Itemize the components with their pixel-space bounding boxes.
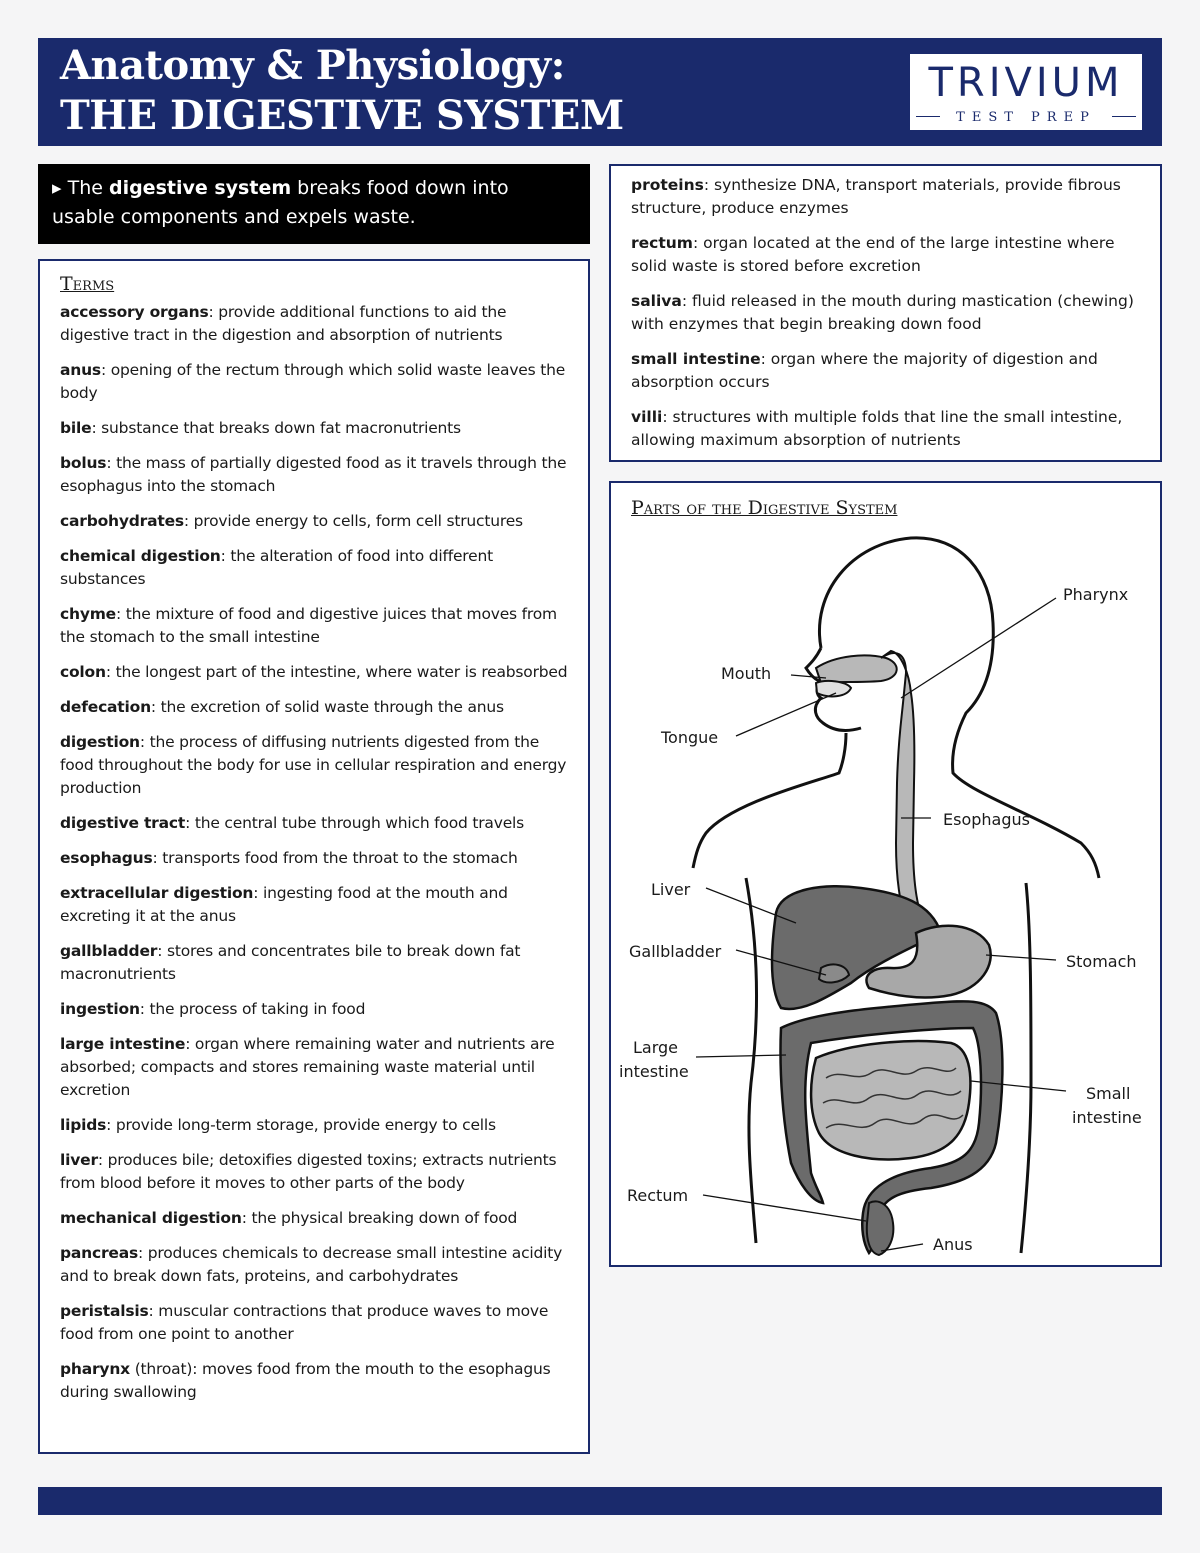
- neck-left: [693, 733, 846, 868]
- term-definition: : ingesting food at the mouth and excreting it at the anus: [60, 884, 508, 925]
- term-name: carbohydrates: [60, 512, 184, 530]
- term-definition: : the excretion of solid waste through the anus: [150, 698, 504, 716]
- term-name: ingestion: [60, 1000, 140, 1018]
- label-large-line1: Large: [633, 1038, 679, 1057]
- label-gallbladder: Gallbladder: [629, 942, 722, 961]
- term-name: small intestine: [631, 350, 761, 368]
- torso-left: [746, 878, 756, 1243]
- term-definition: : organ where remaining water and nutrients are absorbed; compacts and stores remaining waste material until excretion: [60, 1035, 555, 1099]
- arrow-icon: ▸: [52, 177, 62, 199]
- terms-list: [60, 301, 570, 1404]
- rectum-leader: [703, 1195, 866, 1221]
- term-entry: [60, 847, 570, 870]
- term-name: extracellular digestion: [60, 884, 254, 902]
- term-name: colon: [60, 663, 106, 681]
- term-entry: [631, 174, 1146, 220]
- label-esophagus: Esophagus: [943, 810, 1030, 829]
- term-definition: : provide energy to cells, form cell structures: [183, 512, 523, 530]
- page-title-line1: Anatomy & Physiology:: [60, 42, 565, 89]
- tongue-leader: [736, 693, 836, 736]
- term-definition: : opening of the rectum through which solid waste leaves the body: [60, 361, 566, 402]
- term-name: bile: [60, 419, 92, 437]
- term-entry: [60, 882, 570, 928]
- header-banner: [38, 38, 1162, 146]
- term-definition: : the physical breaking down of food: [241, 1209, 518, 1227]
- intro-text-bold: digestive system: [108, 177, 292, 199]
- digestive-system-diagram: [611, 483, 1164, 1269]
- term-name: digestive tract: [60, 814, 186, 832]
- term-name: large intestine: [60, 1035, 186, 1053]
- intro-callout: [38, 164, 590, 244]
- label-tongue: Tongue: [661, 728, 719, 747]
- label-anus: Anus: [933, 1235, 973, 1254]
- terms-continued-list: [631, 174, 1146, 452]
- term-name: saliva: [631, 292, 682, 310]
- term-definition: (throat): moves food from the mouth to the esophagus during swallowing: [60, 1360, 551, 1401]
- term-name: chemical digestion: [60, 547, 221, 565]
- term-entry: [60, 359, 570, 405]
- term-name: proteins: [631, 176, 704, 194]
- term-entry: [60, 1114, 570, 1137]
- term-entry: [631, 290, 1146, 336]
- term-entry: [631, 348, 1146, 394]
- term-entry: [631, 406, 1146, 452]
- term-entry: [60, 731, 570, 800]
- term-name: pharynx: [60, 1360, 130, 1378]
- term-name: anus: [60, 361, 101, 379]
- term-definition: : organ where the majority of digestion and absorption occurs: [631, 350, 1098, 391]
- term-definition: : produces bile; detoxifies digested toxins; extracts nutrients from blood before it moves to other parts of the body: [60, 1151, 557, 1192]
- term-definition: : produces chemicals to decrease small intestine acidity and to break down fats, proteins, and carbohydrates: [60, 1244, 563, 1285]
- intro-text-pre: The: [61, 177, 109, 199]
- term-definition: : fluid released in the mouth during mastication (chewing) with enzymes that begin breaking down food: [631, 292, 1134, 333]
- term-definition: : transports food from the throat to the stomach: [152, 849, 518, 867]
- large-intestine-leader: [696, 1055, 786, 1057]
- term-entry: [60, 603, 570, 649]
- parts-panel: [609, 481, 1162, 1267]
- label-rectum: Rectum: [627, 1186, 689, 1205]
- term-entry: [60, 510, 570, 533]
- logo-wordmark: TRIVIUM: [928, 60, 1124, 106]
- term-entry: [60, 661, 570, 684]
- term-definition: : substance that breaks down fat macronutrients: [91, 419, 461, 437]
- term-name: esophagus: [60, 849, 153, 867]
- term-entry: [60, 1149, 570, 1195]
- footer-bar: [38, 1487, 1162, 1515]
- term-entry: [60, 1207, 570, 1230]
- terms-panel: [38, 259, 590, 1454]
- term-entry: [60, 1358, 570, 1404]
- term-name: bolus: [60, 454, 107, 472]
- term-name: peristalsis: [60, 1302, 149, 1320]
- term-entry: [60, 998, 570, 1021]
- term-definition: : stores and concentrates bile to break down fat macronutrients: [60, 942, 521, 983]
- term-entry: [60, 1300, 570, 1346]
- logo-tagline: TEST PREP: [956, 110, 1096, 125]
- term-definition: : the mass of partially digested food as it travels through the esophagus into the stomach: [60, 454, 567, 495]
- label-small-line1: Small: [1086, 1084, 1131, 1103]
- term-definition: : the mixture of food and digestive juices that moves from the stomach to the small intestine: [60, 605, 557, 646]
- label-liver: Liver: [651, 880, 691, 899]
- term-entry: [60, 696, 570, 719]
- term-definition: : the process of diffusing nutrients digested from the food throughout the body for use in cellular respiration and energy production: [60, 733, 567, 797]
- term-definition: : provide additional functions to aid the digestive tract in the digestion and absorption of nutrients: [60, 303, 507, 344]
- parts-title: Parts of the Digestive System: [631, 497, 898, 519]
- term-entry: [60, 545, 570, 591]
- term-name: accessory organs: [60, 303, 209, 321]
- term-definition: : synthesize DNA, transport materials, provide fibrous structure, produce enzymes: [631, 176, 1121, 217]
- stomach-leader: [986, 955, 1056, 960]
- term-definition: : the central tube through which food travels: [185, 814, 525, 832]
- trivium-logo: [910, 54, 1142, 130]
- nasal-cavity: [816, 655, 897, 683]
- term-name: defecation: [60, 698, 151, 716]
- label-pharynx: Pharynx: [1063, 585, 1129, 604]
- term-entry: [60, 301, 570, 347]
- term-entry: [60, 1242, 570, 1288]
- pharynx-leader: [901, 598, 1056, 698]
- term-name: chyme: [60, 605, 116, 623]
- term-name: mechanical digestion: [60, 1209, 242, 1227]
- terms-title: Terms: [60, 273, 115, 295]
- term-name: lipids: [60, 1116, 107, 1134]
- page-title-line2: THE DIGESTIVE SYSTEM: [60, 92, 624, 139]
- term-definition: : provide long-term storage, provide energy to cells: [106, 1116, 496, 1134]
- terms-continued-panel: [609, 164, 1162, 462]
- term-entry: [60, 1033, 570, 1102]
- term-definition: : the longest part of the intestine, where water is reabsorbed: [105, 663, 568, 681]
- term-definition: : the process of taking in food: [139, 1000, 366, 1018]
- term-entry: [60, 940, 570, 986]
- term-name: pancreas: [60, 1244, 139, 1262]
- intro-text-post: breaks food down into usable components and expels waste.: [52, 177, 509, 228]
- rectum-shape: [867, 1201, 894, 1255]
- term-entry: [60, 452, 570, 498]
- term-name: liver: [60, 1151, 98, 1169]
- torso-right: [1021, 883, 1031, 1253]
- label-stomach: Stomach: [1066, 952, 1137, 971]
- label-small-line2: intestine: [1072, 1108, 1142, 1127]
- label-mouth: Mouth: [721, 664, 772, 683]
- term-definition: : the alteration of food into different substances: [60, 547, 493, 588]
- logo-tagline-row: [910, 106, 1142, 126]
- term-entry: [60, 812, 570, 835]
- term-name: digestion: [60, 733, 140, 751]
- term-name: rectum: [631, 234, 693, 252]
- term-entry: [60, 417, 570, 440]
- term-definition: : muscular contractions that produce waves to move food from one point to another: [60, 1302, 549, 1343]
- term-definition: : structures with multiple folds that line the small intestine, allowing maximum absorption of nutrients: [631, 408, 1123, 449]
- term-name: gallbladder: [60, 942, 158, 960]
- term-name: villi: [631, 408, 663, 426]
- term-definition: : organ located at the end of the large intestine where solid waste is stored before excretion: [631, 234, 1115, 275]
- label-large-line2: intestine: [619, 1062, 689, 1081]
- term-entry: [631, 232, 1146, 278]
